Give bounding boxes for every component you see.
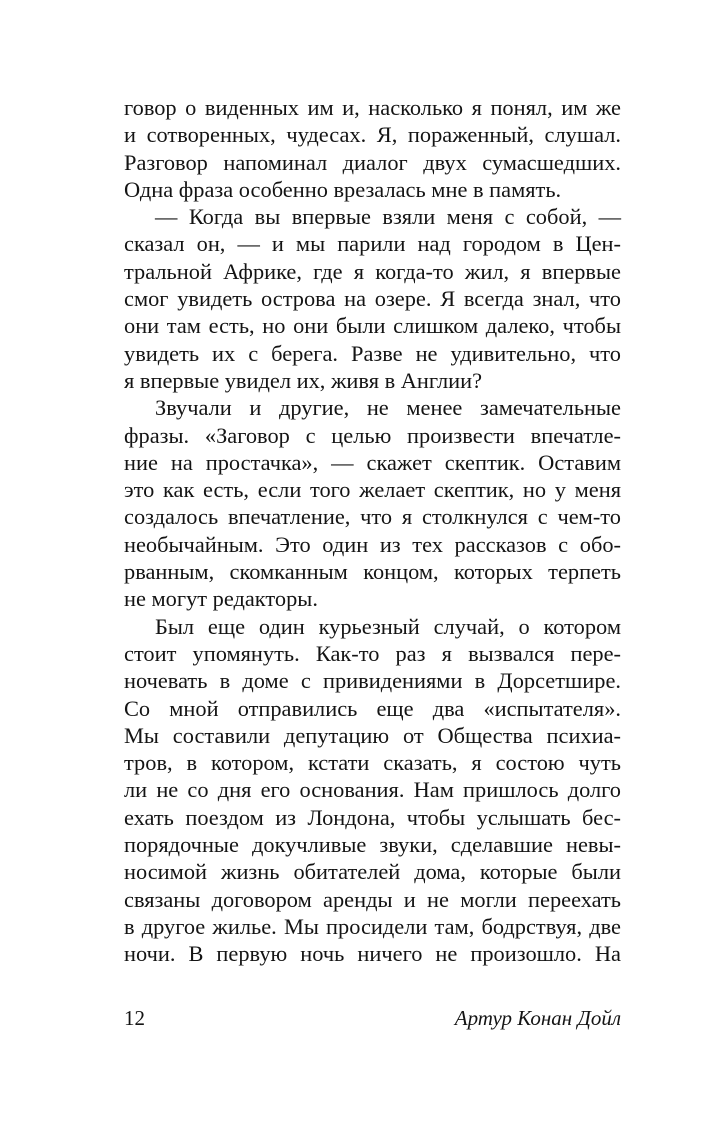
text-line: тральной Африке, где я когда-то жил, я впервые [124,258,621,284]
text-line: ли не со дня его основания. Нам пришлось долго [124,777,621,803]
text-line: связаны договором аренды и не могли переехать [124,886,621,912]
text-line: и сотворенных, чудесах. Я, пораженный, слушал. [124,122,621,148]
page-number: 12 [124,1006,145,1030]
text-line: тров, в котором, кстати сказать, я состою чуть [124,750,621,776]
paragraph-3 [124,394,621,612]
page-footer [124,1004,621,1032]
text-line: — Когда вы впервые взяли меня с собой, — [155,204,621,230]
text-line: увидеть их с берега. Разве не удивительно, что [124,340,621,366]
paragraph-4 [124,613,621,968]
text-line: они там есть, но они были слишком далеко, чтобы [124,313,621,339]
text-line: ехать поездом из Лондона, чтобы услышать бес- [124,804,621,830]
text-line: ночевать в доме с привидениями в Дорсетшире. [124,668,621,694]
text-line: сказал он, — и мы парили над городом в Цен- [124,231,621,257]
text-line: фразы. «Заговор с целью произвести впечатле- [124,422,621,448]
text-line: порядочные докучливые звуки, сделавшие невы- [124,832,621,858]
text-line: Звучали и другие, не менее замечательные [155,395,621,421]
text-line: Был еще один курьезный случай, о котором [155,613,621,639]
body-text [124,94,621,968]
text-line: в другое жилье. Мы просидели там, бодрствуя, две [124,913,621,939]
text-line: не могут редакторы. [124,586,318,612]
text-line: Со мной отправились еще два «испытателя». [124,695,621,721]
text-line: стоит упомянуть. Как-то раз я вызвался пере- [124,640,621,666]
paragraph-1 [124,94,621,203]
text-line: я впервые увидел их, живя в Англии? [124,367,483,393]
text-line: смог увидеть острова на озере. Я всегда знал, что [124,286,621,312]
text-line: Одна фраза особенно врезалась мне в память. [124,176,562,202]
text-line: ние на простачка», — скажет скептик. Оставим [124,449,621,475]
text-line: это как есть, если того желает скептик, но у меня [124,477,621,503]
text-line: рванным, скомканным концом, которых терпеть [124,559,621,585]
text-line: необычайным. Это один из тех рассказов с обо- [124,531,621,557]
paragraph-2 [124,203,621,394]
running-author: Артур Конан Дойл [454,1006,621,1030]
text-line: создалось впечатление, что я столкнулся с чем-то [124,504,621,530]
text-line: Мы составили депутацию от Общества психиа- [124,722,621,748]
text-line: ночи. В первую ночь ничего не произошло. На [124,941,621,967]
text-line: носимой жизнь обитателей дома, которые были [124,859,621,885]
text-line: Разговор напоминал диалог двух сумасшедших. [124,149,621,175]
text-line: говор о виденных им и, насколько я понял, им же [124,95,621,120]
